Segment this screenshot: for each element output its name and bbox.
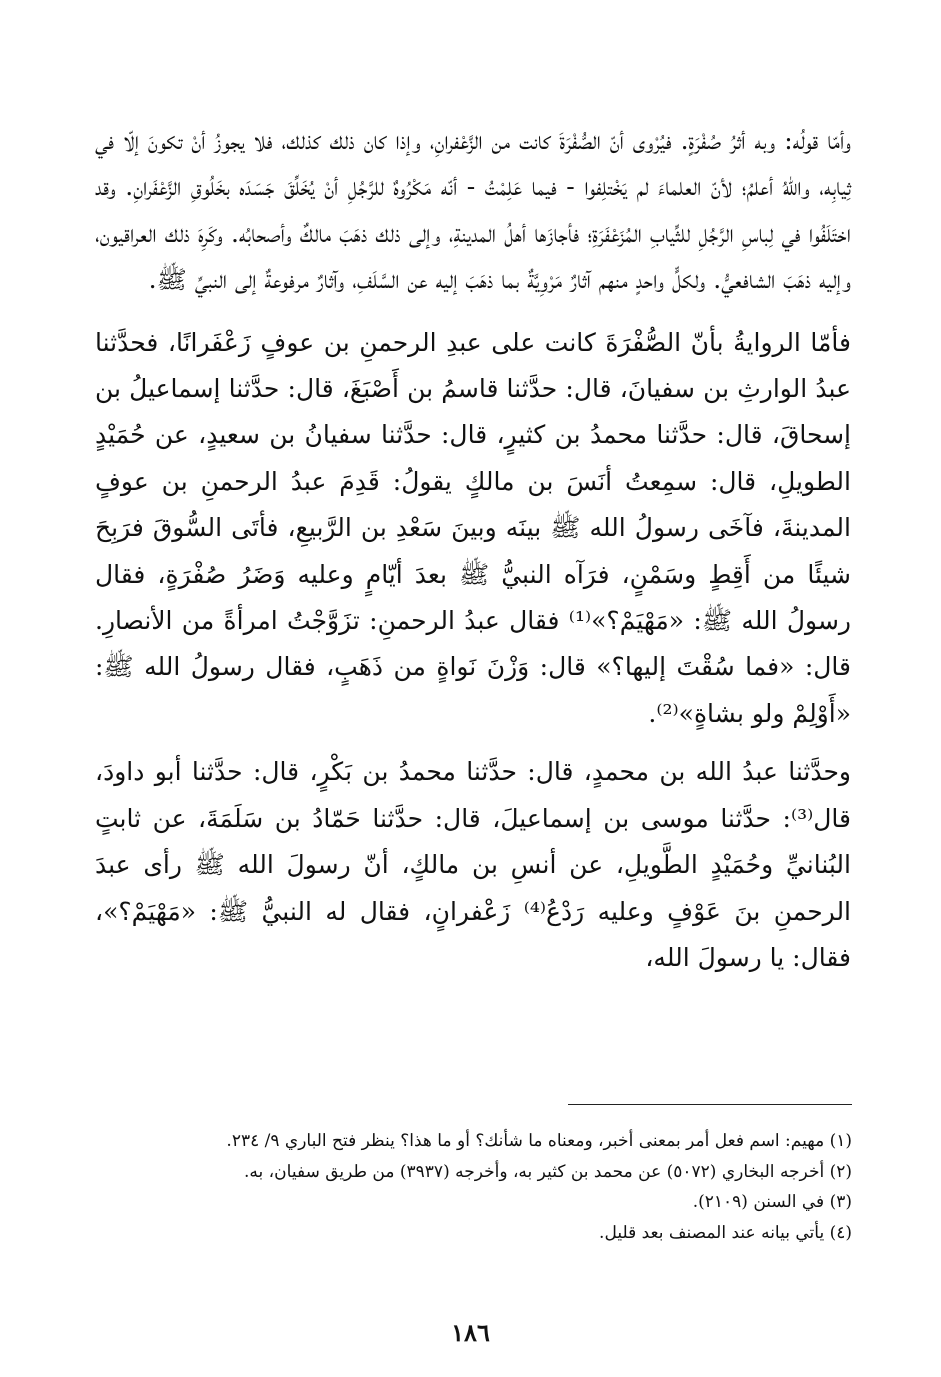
paragraph-saffron: وأمّا قولُه: وبه أثرُ صُفْرَةٍ. فيُرْوى أنّ الصُّفْرَةَ كانت من الزَّعْفرانِ، وإذا كان ذلك كذلك، فلا يجوزُ أنْ تكونَ إلّا في ثِيابِه، واللهُ أعلمُ؛ لأنّ العلماءَ لم يَخْتلِفوا - فيما عَلِمْتُ - أنّه مَكْرُوهٌ للرَّجُلِ أنْ يُخَلِّقَ جَسَدَه بخَلُوقِ الزَّعْفَرانِ. وقد اختَلَفُوا في لِباسِ الرَّجُلِ للثِّيابِ المُزَعْفَرَةِ؛ فأجازَها أهلُ المدينةِ، وإلى ذلك ذهَبَ مالكٌ وأصحابُه. وكَرِهَ ذلك العراقيون، وإليه ذهَبَ الشافعيُّ. ولكلٍّ واحدٍ منهم آثارٌ مَرْوِيَّةٌ بما ذهَبَ إليه عن السَّلَفِ، وآثارٌ مرفوعةٌ إلى النبيِّ ﷺ. xyxy=(95,126,851,295)
footnote-3: (٣) في السنن (٢١٠٩). xyxy=(692,1192,852,1213)
footnote-2: (٢) أخرجه البخاري (٥٠٧٢) عن محمد بن كثير به، وأخرجه (٣٩٣٧) من طريق سفيان، به. xyxy=(244,1161,852,1182)
footnote-1: (١) مهيم: اسم فعل أمر بمعنى أخبر، ومعناه ما شأنك؟ أو ما هذا؟ ينظر فتح الباري ٩/ ٢٣٤. xyxy=(226,1131,852,1151)
main-text xyxy=(95,118,851,981)
footnote-divider xyxy=(568,1104,852,1105)
paragraph-hadith-anas: وحدَّثنا عبدُ الله بن محمدٍ، قال: حدَّثنا محمدُ بن بَكْرٍ، قال: حدَّثنا أبو داودَ، قال⁽³⁾: حدَّثنا موسى بن إسماعيلَ، قال: حدَّثنا حَمّادُ بن سَلَمَةَ، عن ثابتٍ البُنانيِّ وحُمَيْدٍ الطَّويلِ، عن أنسِ بن مالكٍ، أنّ رسولَ الله ﷺ رأى عبدَ الرحمنِ بنَ عَوْفٍ وعليه رَدْعُ⁽⁴⁾ زَعْفرانٍ، فقال له النبيُّ ﷺ: «مَهْيَمْ؟»، فقال: يا رسولَ الله، xyxy=(95,757,852,972)
page-number: ١٨٦ xyxy=(451,1318,490,1347)
footnote-4: (٤) يأتي بيانه عند المصنف بعد قليل. xyxy=(599,1222,852,1243)
footnotes xyxy=(95,1126,852,1248)
paragraph-hadith-abdulrahman: فأمّا الروايةُ بأنّ الصُّفْرَةَ كانت على عبدِ الرحمنِ بن عوفٍ زَعْفَرانًا، فحدَّثنا عبدُ الوارثِ بن سفيانَ، قال: حدَّثنا قاسمُ بن أَصْبَغَ، قال: حدَّثنا إسماعيلُ بن إسحاقَ، قال: حدَّثنا محمدُ بن كثيرٍ، قال: حدَّثنا سفيانُ بن سعيدٍ، عن حُمَيْدٍ الطويلِ، قال: سمِعتُ أنَسَ بن مالكٍ يقولُ: قَدِمَ عبدُ الرحمنِ بن عوفٍ المدينةَ، فآخَى رسولُ الله ﷺ بينَه وبينَ سَعْدِ بن الرَّبيعِ، فأتَى السُّوقَ فرَبِحَ شيئًا من أَقِطٍ وسَمْنٍ، فرَآه النبيُّ ﷺ بعدَ أيّامٍ وعليه وَضَرُ صُفْرَةٍ، فقال رسولُ الله ﷺ: «مَهْيَمْ؟»⁽¹⁾ فقال عبدُ الرحمنِ: تزَوَّجْتُ امرأةً من الأنصارِ. قال: «فما سُقْتَ إليها؟» قال: وَزْنَ نَواةٍ من ذَهَبٍ، فقال رسولُ الله ﷺ: «أَوْلِمْ ولو بشاةٍ»⁽²⁾. xyxy=(95,327,851,728)
